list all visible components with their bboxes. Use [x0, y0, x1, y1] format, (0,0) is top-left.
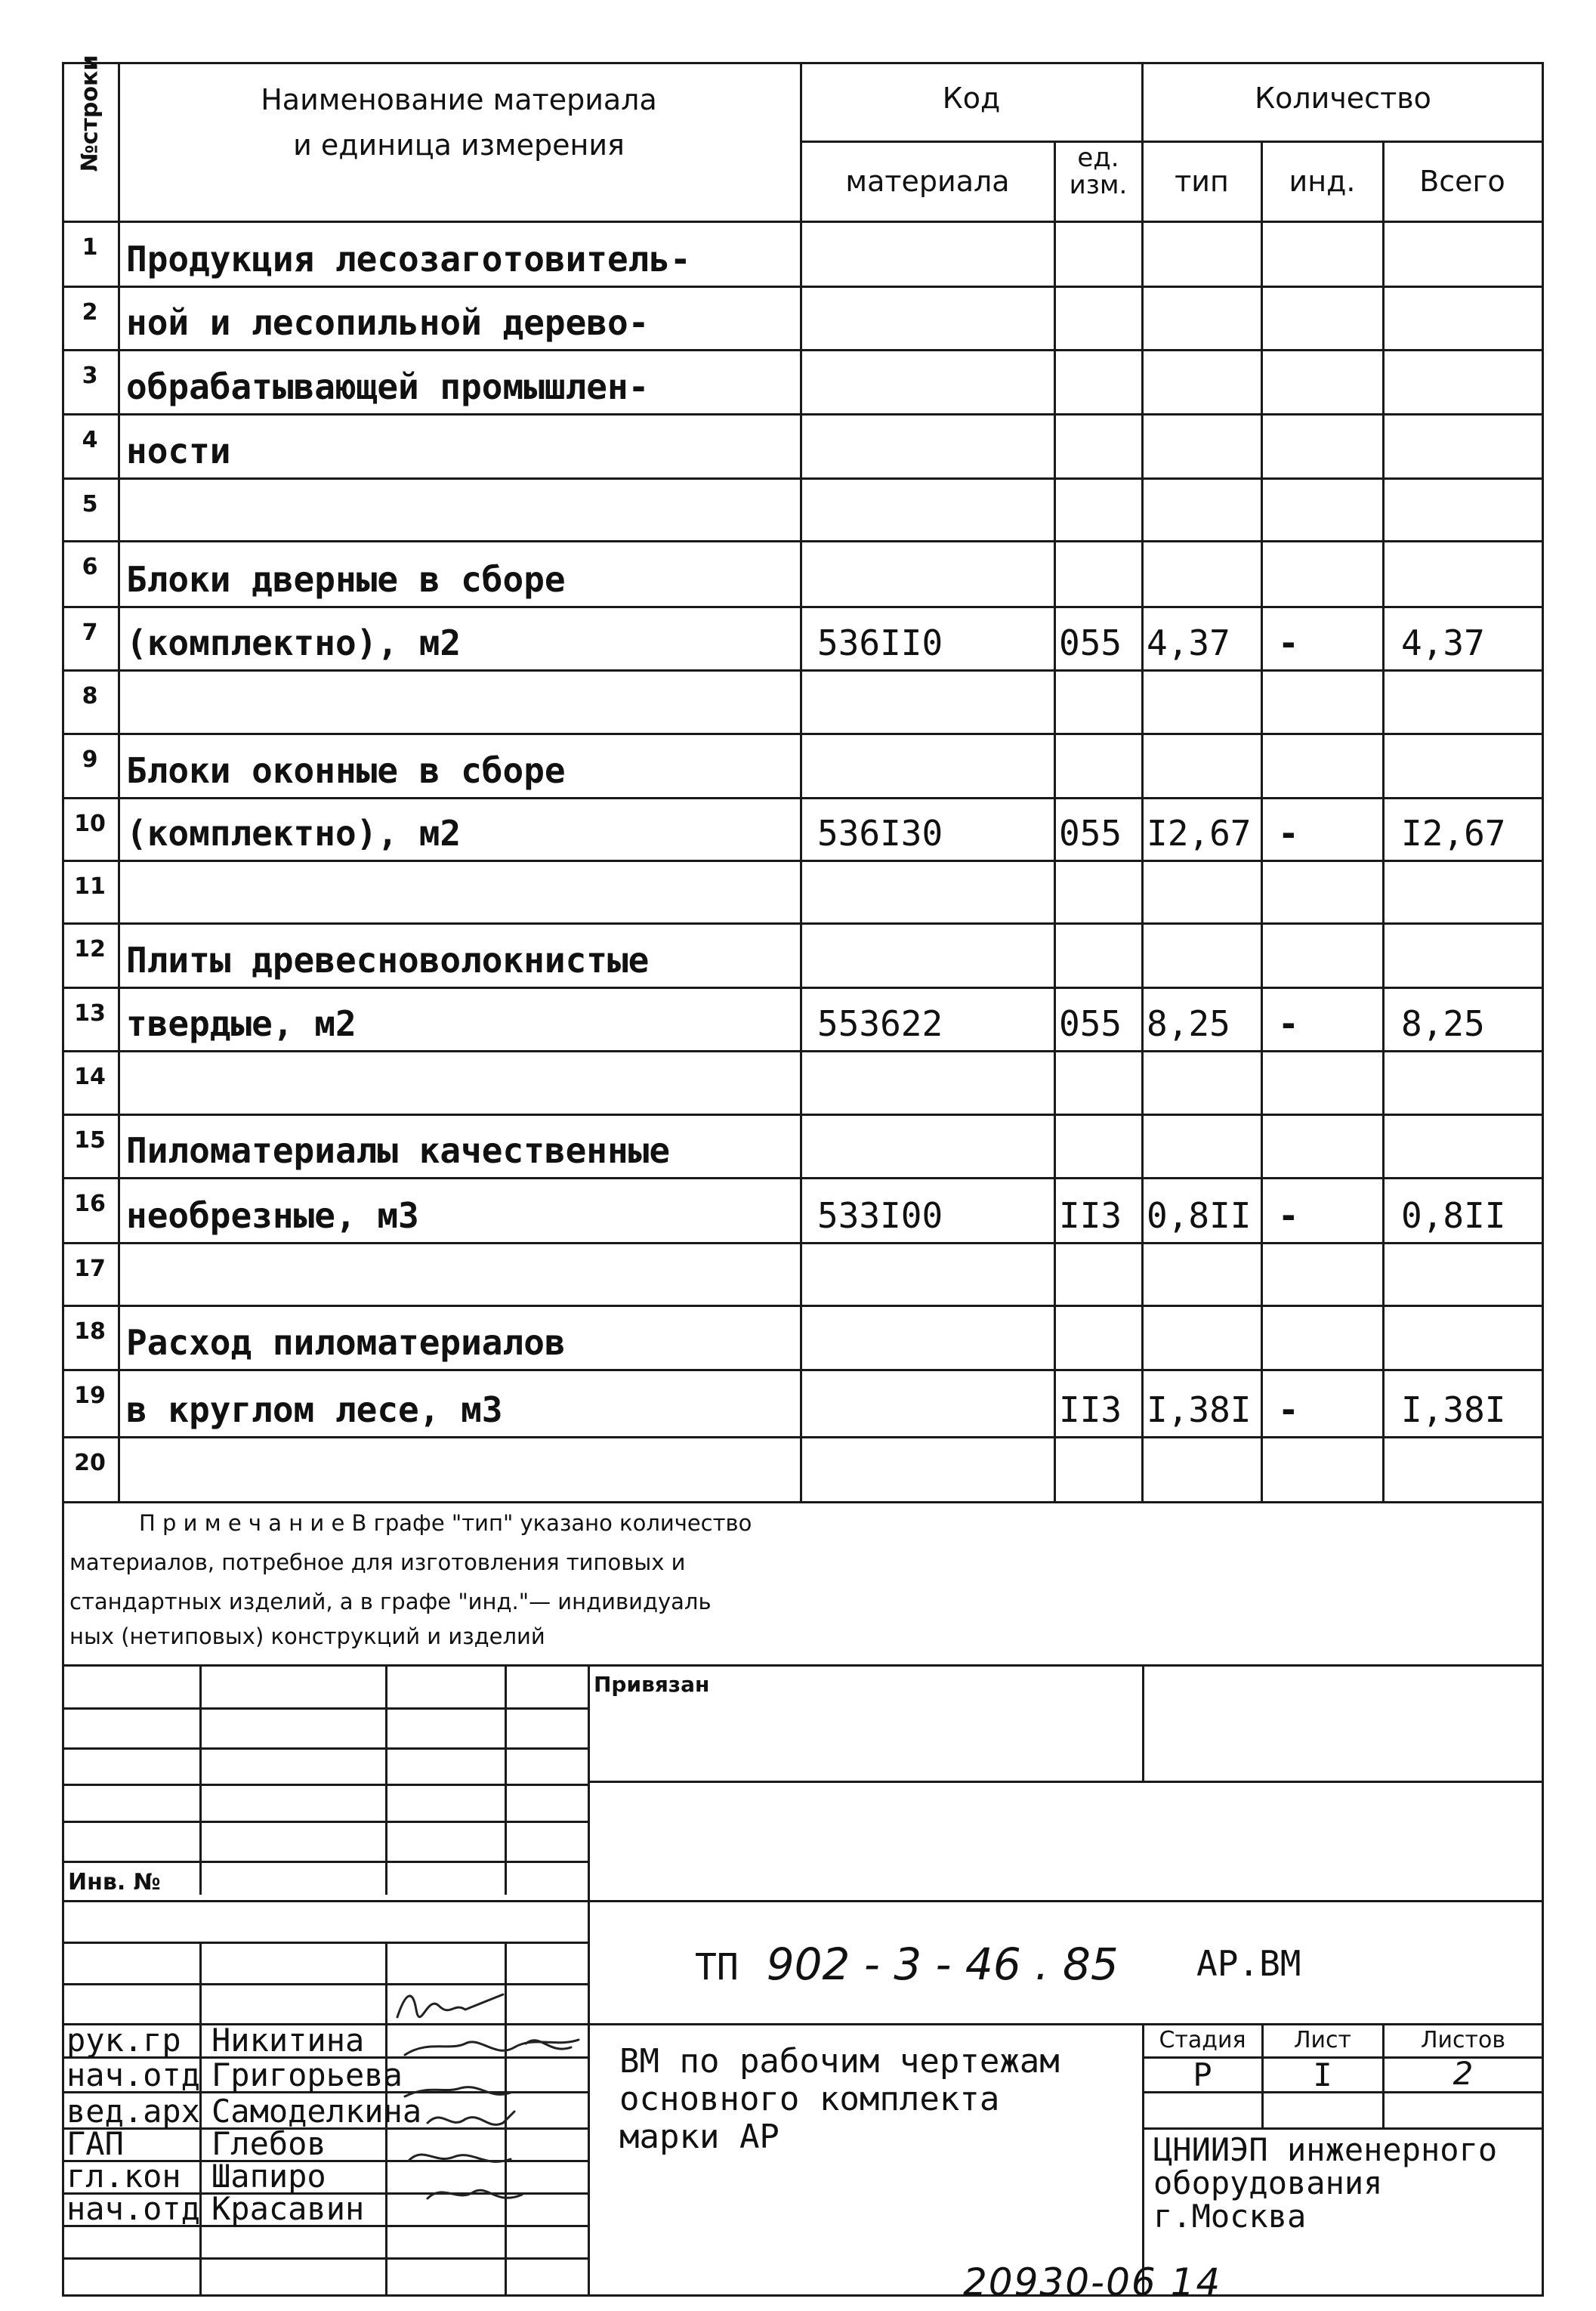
signer-name: Никитина	[211, 2022, 365, 2059]
row-code-cell: 553622	[817, 1003, 943, 1044]
row-divider	[62, 922, 1544, 925]
document-sheet: №строки Наименование материала и единица измерения Код Количество материала ед. изм. тип инд. Всего 1 Продукция лесозаготовитель- 2 ной и лесопильной дерево- 3 обрабатывающей промышлен- 4 ности 5 6 Блоки дверные в сборе 7 (комплектно), м2 536II0 055 4,37 - 4,37 8 9 Блоки оконные в сборе 10 (комплектно), м2 536I30 055 I2,67 - I2,67 11 12 Плиты древесноволокнистые 13 твердые, м2 553622 055 8,25 - 8,25 14 15 Пиломатериалы качественные 16 необрезные, м3 533I00 II3 0,8II - 0,8II 17 18 Расход пиломатериалов 19 в круглом лесе, м3 II3 I,38I - I,38I 20 П р и м е ч а н и е В графе "тип" указано количество материалов, потребное для изготовления типовых и стандартных изделий, а в графе "инд."— индивидуаль ных (нетиповых) конструкций и изделий Привязан Инв. № ТП 902 - 3 - 46 . 85 АР.ВМ рук.гр Никитина нач.отд Григорьева вед.арх Самоделкина ГАП Глебов гл.кон Шапиро нач.отд Красавин ВМ по рабочим чертежам основного комплекта марки АР Стадия Лист Листов Р I 2 ЦНИИЭП инженерного оборудования г.Москва 20930-06 14	[0, 0, 1596, 2311]
privyazan-label: Привязан	[594, 1672, 710, 1697]
row-divider	[62, 669, 1544, 672]
row-number: 3	[82, 363, 98, 389]
row-typ-cell: I2,67	[1147, 813, 1252, 854]
row-number: 12	[74, 936, 106, 962]
row-divider	[62, 1369, 1544, 1371]
row-divider	[62, 1050, 1544, 1052]
row-divider	[62, 540, 1544, 542]
signer-name: Красавин	[211, 2190, 365, 2227]
row-total-cell: I2,67	[1401, 813, 1506, 854]
row-typ-cell: 8,25	[1147, 1003, 1230, 1044]
inventory-number-label: Инв. №	[68, 1869, 161, 1895]
row-divider	[62, 349, 1544, 351]
ind-header: инд.	[1289, 165, 1356, 198]
stage-value: Р	[1193, 2056, 1212, 2093]
organization: ЦНИИЭП инженерного оборудования г.Москва	[1153, 2131, 1498, 2235]
archive-number: 20930-06 14	[963, 2260, 1222, 2304]
signer-role: гл.кон	[66, 2158, 181, 2195]
material-code-header: материала	[845, 165, 1010, 198]
row-ind-cell: -	[1278, 623, 1299, 663]
row-number: 2	[82, 299, 98, 326]
row-code-cell: 536II0	[817, 623, 943, 663]
row-ind-cell: -	[1278, 1003, 1299, 1044]
row-number: 4	[82, 427, 98, 453]
row-unit-cell: 055	[1059, 813, 1122, 854]
row-number: 8	[82, 683, 98, 709]
signer-name: Глебов	[211, 2125, 326, 2162]
row-name-cell: (комплектно), м2	[126, 623, 462, 663]
row-divider	[62, 1305, 1544, 1307]
row-number: 13	[74, 1000, 106, 1027]
document-title: ВМ по рабочим чертежам основного комплекта марки АР	[619, 2042, 1060, 2156]
row-number: 10	[74, 811, 106, 837]
document-code: ТП 902 - 3 - 46 . 85	[695, 1939, 1119, 1990]
row-name-cell: ной и лесопильной дерево-	[126, 302, 650, 343]
stage-label: Стадия	[1159, 2027, 1246, 2053]
row-divider	[62, 286, 1544, 288]
row-unit-cell: 055	[1059, 623, 1122, 663]
signer-name: Шапиро	[211, 2158, 326, 2195]
row-divider	[62, 413, 1544, 416]
row-unit-cell: 055	[1059, 1003, 1122, 1044]
row-divider	[62, 1177, 1544, 1179]
quantity-header: Количество	[1255, 82, 1431, 115]
row-number: 14	[74, 1064, 106, 1090]
document-mark: АР.ВМ	[1196, 1943, 1301, 1984]
row-divider	[62, 797, 1544, 799]
typ-header: тип	[1175, 165, 1229, 198]
row-code-cell: 533I00	[817, 1195, 943, 1236]
signer-role: ГАП	[66, 2125, 124, 2162]
row-typ-cell: 0,8II	[1147, 1195, 1252, 1236]
row-name-cell: обрабатывающей промышлен-	[126, 366, 650, 407]
signer-name: Григорьева	[211, 2056, 403, 2093]
row-number: 7	[82, 619, 98, 646]
row-divider	[62, 1242, 1544, 1244]
row-total-cell: 0,8II	[1401, 1195, 1506, 1236]
row-divider	[62, 477, 1544, 480]
note-block: П р и м е ч а н и е В графе "тип" указано количество материалов, потребное для изготовления типовых и стандартных изделий, а в графе "инд."— индивидуаль ных (нетиповых) конструкций и изделий	[69, 1510, 752, 1649]
row-number: 9	[82, 746, 98, 773]
row-total-cell: 4,37	[1401, 623, 1485, 663]
row-name-cell: ности	[126, 431, 231, 471]
row-name-cell: Расход пиломатериалов	[126, 1322, 566, 1363]
row-number: 17	[74, 1256, 106, 1282]
row-name-cell: (комплектно), м2	[126, 813, 462, 854]
row-divider	[62, 733, 1544, 735]
signer-role: нач.отд	[66, 2190, 201, 2227]
row-divider	[62, 1114, 1544, 1116]
sheets-label: Листов	[1420, 2027, 1506, 2053]
signer-role: вед.арх	[66, 2093, 201, 2130]
row-number: 5	[82, 491, 98, 518]
row-ind-cell: -	[1278, 1389, 1299, 1430]
row-name-cell: Блоки оконные в сборе	[126, 750, 566, 791]
signatures-graphic	[382, 1979, 616, 2297]
row-number: 11	[74, 873, 106, 900]
row-total-cell: 8,25	[1401, 1003, 1485, 1044]
row-divider	[62, 1436, 1544, 1438]
signer-name: Самоделкина	[211, 2093, 422, 2130]
row-divider	[62, 860, 1544, 862]
row-number: 18	[74, 1318, 106, 1345]
sheet-value: I	[1313, 2056, 1332, 2093]
row-name-cell: твердые, м2	[126, 1003, 357, 1044]
row-name-cell: Пиломатериалы качественные	[126, 1130, 671, 1171]
row-unit-cell: II3	[1059, 1389, 1122, 1430]
row-divider	[62, 606, 1544, 608]
name-header: Наименование материала и единица измерения	[261, 83, 657, 162]
row-name-cell: Продукция лесозаготовитель-	[126, 239, 691, 280]
row-typ-cell: 4,37	[1147, 623, 1230, 663]
row-name-cell: Плиты древесноволокнистые	[126, 940, 650, 981]
row-number: 20	[74, 1450, 106, 1476]
row-typ-cell: I,38I	[1147, 1389, 1252, 1430]
signer-role: нач.отд	[66, 2056, 201, 2093]
row-ind-cell: -	[1278, 1195, 1299, 1236]
row-number: 19	[74, 1383, 106, 1409]
unit-header: ед. изм.	[1069, 143, 1128, 200]
row-name-cell: необрезные, м3	[126, 1195, 419, 1236]
row-name-cell: Блоки дверные в сборе	[126, 559, 566, 600]
row-unit-cell: II3	[1059, 1195, 1122, 1236]
sheet-label: Лист	[1293, 2027, 1352, 2053]
row-code-cell: 536I30	[817, 813, 943, 854]
row-ind-cell: -	[1278, 813, 1299, 854]
total-header: Всего	[1419, 165, 1505, 198]
code-header: Код	[942, 82, 1001, 115]
row-divider	[62, 987, 1544, 989]
row-total-cell: I,38I	[1401, 1389, 1506, 1430]
signer-role: рук.гр	[66, 2022, 181, 2059]
row-name-cell: в круглом лесе, м3	[126, 1389, 503, 1430]
row-number: 15	[74, 1127, 106, 1154]
sheets-value: 2	[1452, 2055, 1474, 2092]
row-number: 6	[82, 554, 98, 580]
row-number: 16	[74, 1191, 106, 1217]
row-number: 1	[82, 234, 98, 261]
